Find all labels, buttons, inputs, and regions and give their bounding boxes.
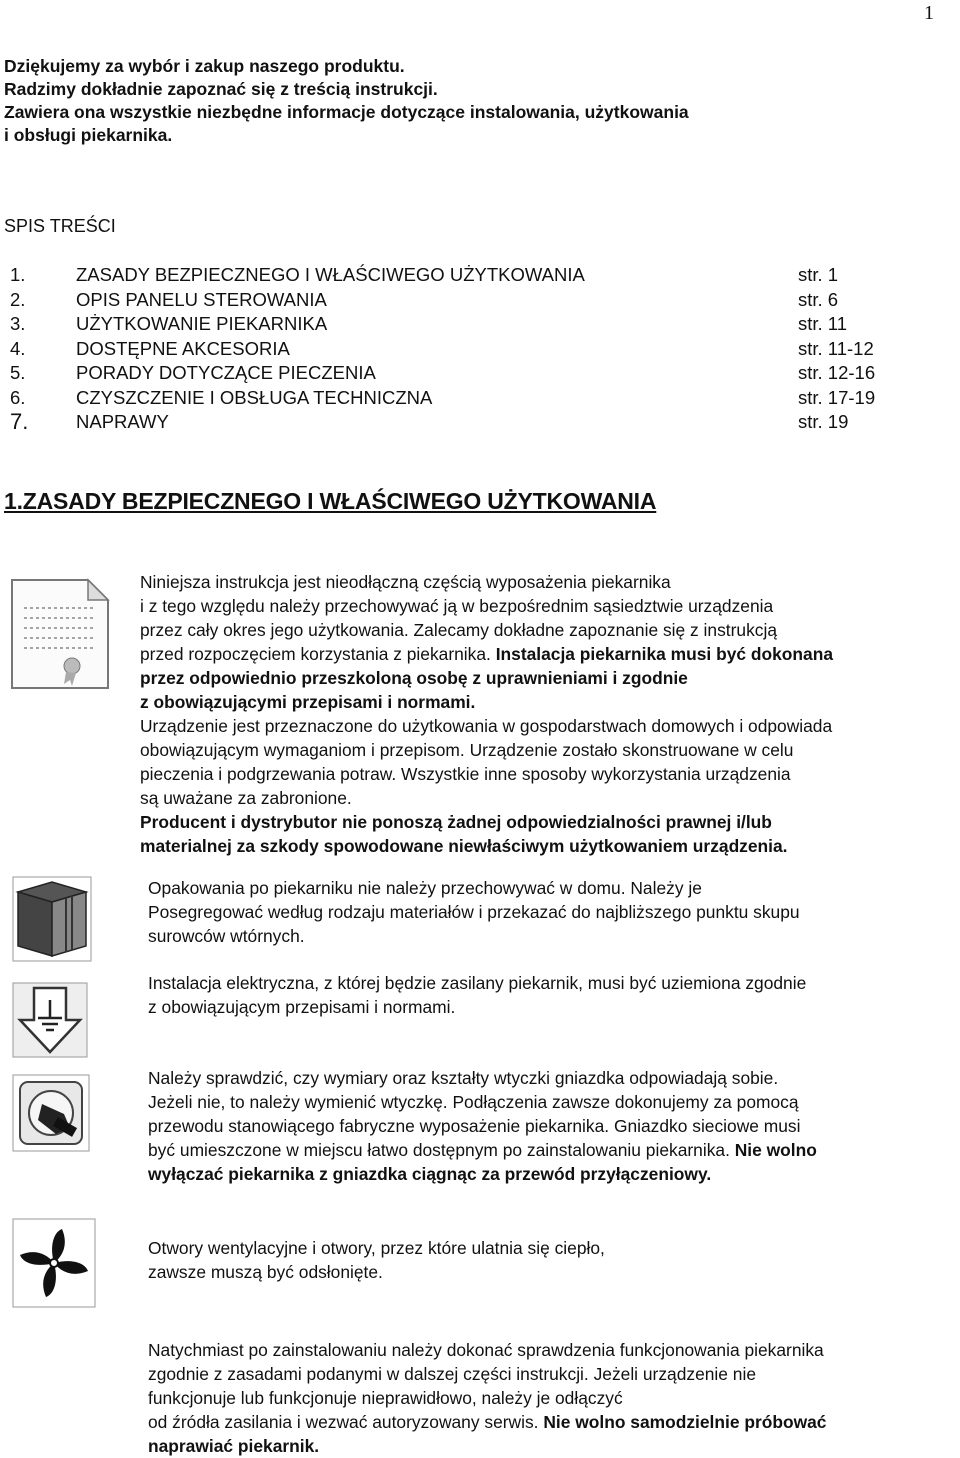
toc-item[interactable]: [10, 387, 910, 412]
text-line: Jeżeli nie, to należy wymienić wtyczkę. Podłączenia zawsze dokonujemy za pomocą: [148, 1092, 799, 1112]
table-of-contents: [10, 264, 910, 441]
text-line: od źródła zasilania i wezwać autoryzowany serwis.: [148, 1412, 539, 1432]
plug-paragraph: [148, 1066, 817, 1186]
toc-item[interactable]: [10, 313, 910, 338]
ventilation-paragraph: [148, 1236, 605, 1284]
toc-page: str. 19: [798, 411, 849, 432]
page-number: 1: [924, 2, 934, 24]
text-line: zawsze muszą być odsłonięte.: [148, 1262, 383, 1282]
toc-number: 5.: [10, 362, 26, 383]
text-line: Natychmiast po zainstalowaniu należy dokonać sprawdzenia funkcjonowania piekarnika: [148, 1340, 824, 1360]
text-line: Opakowania po piekarniku nie należy przechowywać w domu. Należy je: [148, 878, 702, 898]
toc-text: NAPRAWY: [76, 411, 169, 432]
packaging-paragraph: [148, 876, 800, 948]
text-line: Urządzenie jest przeznaczone do użytkowania w gospodarstwach domowych i odpowiada: [140, 716, 833, 736]
toc-item[interactable]: [10, 362, 910, 387]
toc-number: 3.: [10, 313, 26, 334]
toc-page: str. 17-19: [798, 386, 876, 408]
text-line: naprawiać piekarnik.: [148, 1436, 320, 1456]
text-line: Nie wolno: [729, 1140, 817, 1160]
text-line: przez odpowiednio przeszkoloną osobę z uprawnieniami i zgodnie: [140, 668, 688, 688]
text-line: Producent i dystrybutor nie ponoszą żadnej odpowiedzialności prawnej i/lub: [140, 812, 772, 832]
toc-text: DOSTĘPNE AKCESORIA: [76, 337, 290, 359]
text-line: Zalecamy dokładne zapoznanie się z instrukcją: [408, 620, 778, 640]
text-line: zgodnie z zasadami podanymi w dalszej części instrukcji. Jeżeli urządzenie nie: [148, 1364, 756, 1384]
text-line: przez cały okres jego użytkowania.: [140, 620, 409, 640]
text-line: być umieszczone w miejscu łatwo dostępnym po zainstalowaniu piekarnika.: [148, 1140, 730, 1160]
plug-icon: [12, 1074, 90, 1152]
text-line: Posegregować według rodzaju materiałów i przekazać do najbliższego punktu skupu: [148, 902, 800, 922]
toc-item[interactable]: [10, 289, 910, 314]
text-line: przed rozpoczęciem korzystania z piekarnika.: [140, 644, 491, 664]
text-line: Należy sprawdzić, czy wymiary oraz kształty wtyczki gniazdka odpowiadają sobie.: [148, 1068, 779, 1088]
intro-text: [4, 55, 689, 147]
ground-icon: [12, 982, 88, 1058]
toc-item[interactable]: [10, 411, 910, 441]
text-line: i z tego względu należy przechowywać ją w bezpośrednim sąsiedztwie urządzenia: [140, 596, 774, 616]
toc-number: 1.: [10, 264, 26, 285]
toc-text: OPIS PANELU STEROWANIA: [76, 288, 327, 310]
text-line: z obowiązującymi przepisami i normami.: [140, 692, 476, 712]
document-icon: [10, 578, 110, 690]
text-line: materialnej za szkody spowodowane niewłaściwym użytkowaniem urządzenia.: [140, 836, 788, 856]
toc-item[interactable]: [10, 338, 910, 363]
text-line: obowiązującym wymaganiom i przepisom. Urządzenie zostało skonstruowane w celu: [140, 740, 794, 760]
text-line: przewodu stanowiącego fabryczne wyposażenie piekarnika. Gniazdko sieciowe musi: [148, 1116, 801, 1136]
text-line: funkcjonuje lub funkcjonuje nieprawidłowo, należy je odłączyć: [148, 1388, 623, 1408]
text-line: pieczenia i podgrzewania potraw. Wszystkie inne sposoby wykorzystania urządzenia: [140, 764, 791, 784]
toc-item[interactable]: [10, 264, 910, 289]
text-line: Nie wolno samodzielnie próbować: [538, 1412, 827, 1432]
text-line: są uważane za zabronione.: [140, 788, 352, 808]
text-line: z obowiązującym przepisami i normami.: [148, 997, 456, 1017]
text-line: Otwory wentylacyjne i otwory, przez które ulatnia się ciepło,: [148, 1238, 605, 1258]
toc-text: ZASADY BEZPIECZNEGO I WŁAŚCIWEGO UŻYTKOWANIA: [76, 264, 585, 285]
toc-page: str. 12-16: [798, 362, 876, 383]
toc-number: 6.: [10, 386, 26, 408]
intro-line: Zawiera ona wszystkie niezbędne informacje dotyczące instalowania, użytkowania: [4, 102, 689, 122]
box-icon: [12, 876, 92, 962]
toc-page: str. 11: [798, 313, 848, 334]
toc-number: 4.: [10, 337, 26, 359]
text-line: Niniejsza instrukcja jest nieodłączną częścią wyposażenia piekarnika: [140, 572, 671, 592]
toc-page: str. 11-12: [798, 337, 874, 359]
toc-page: str. 1: [798, 264, 839, 285]
intro-line: Dziękujemy za wybór i zakup naszego produktu.: [4, 56, 405, 76]
intro-line: Radzimy dokładnie zapoznać się z treścią instrukcji.: [4, 79, 438, 99]
text-line: Instalacja elektryczna, z której będzie zasilany piekarnik, musi być uziemiona zgodnie: [148, 973, 807, 993]
text-line: wyłączać piekarnika z gniazdka ciągnąc za przewód przyłączeniowy.: [148, 1164, 712, 1184]
toc-number: 7.: [10, 409, 29, 434]
toc-text: UŻYTKOWANIE PIEKARNIKA: [76, 313, 328, 334]
grounding-paragraph: [148, 971, 806, 1019]
toc-number: 2.: [10, 288, 26, 310]
toc-text: PORADY DOTYCZĄCE PIECZENIA: [76, 362, 376, 383]
text-line: Instalacja piekarnika musi być dokonana: [490, 644, 834, 664]
check-paragraph: [148, 1338, 826, 1458]
toc-page: str. 6: [798, 288, 839, 310]
intro-line: i obsługi piekarnika.: [4, 125, 173, 145]
fan-icon: [12, 1218, 96, 1308]
toc-title: SPIS TREŚCI: [4, 216, 116, 236]
section-heading: 1.ZASADY BEZPIECZNEGO I WŁAŚCIWEGO UŻYTKOWANIA: [4, 488, 657, 514]
manual-paragraph: [140, 570, 833, 858]
text-line: surowców wtórnych.: [148, 926, 305, 946]
toc-text: CZYSZCZENIE I OBSŁUGA TECHNICZNA: [76, 386, 433, 408]
